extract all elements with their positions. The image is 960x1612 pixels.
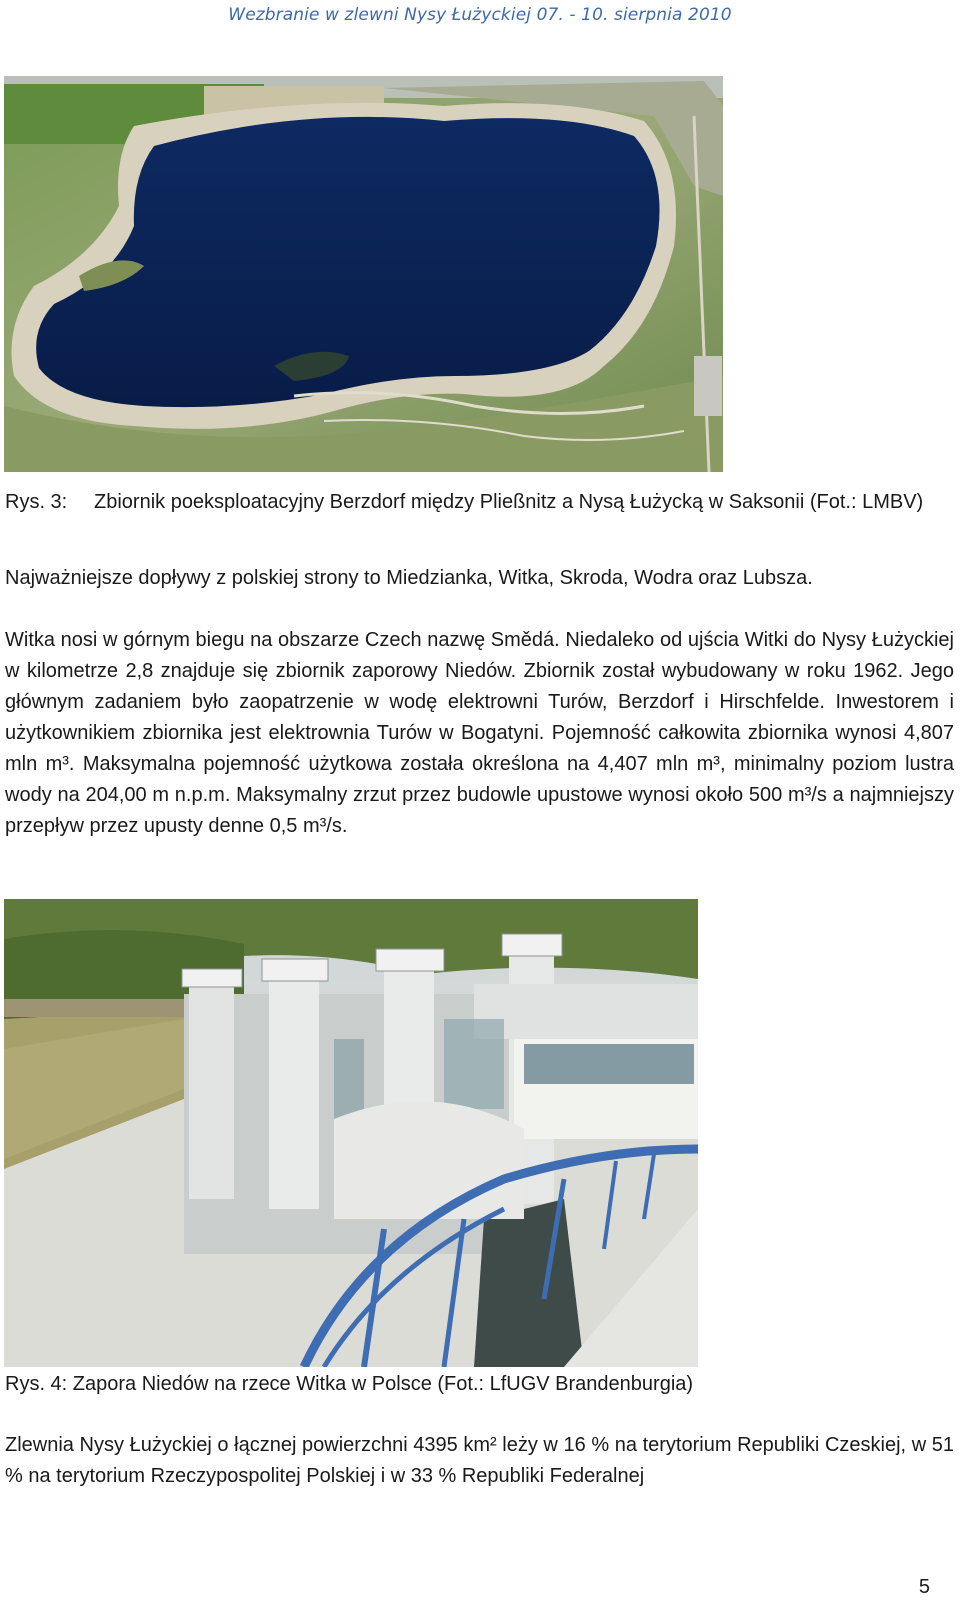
paragraph-tributaries: Najważniejsze dopływy z polskiej strony to Miedzianka, Witka, Skroda, Wodra oraz Lubsza.: [5, 567, 813, 589]
aerial-lake-photo: [4, 76, 723, 472]
figure-3-label: Rys. 3:: [5, 491, 68, 513]
page-number: 5: [918, 1576, 930, 1598]
figure-4-caption: Rys. 4: Zapora Niedów na rzece Witka w Polsce (Fot.: LfUGV Brandenburgia): [5, 1373, 694, 1395]
figure-3-caption-text: Zbiornik poeksploatacyjny Berzdorf między Pließnitz a Nysą Łużycką w Saksonii (Fot.: LMBV): [94, 491, 924, 513]
dam-photo: [4, 899, 698, 1367]
paragraph-witka-reservoir: Witka nosi w górnym biegu na obszarze Czech nazwę Smědá. Niedaleko od ujścia Witki do Nysy Łużyckiej w kilometrze 2,8 znajduje się zbiornik zaporowy Niedów. Zbiornik został wybudowany w roku 1962. Jego głównym zadaniem było zaopatrzenie w wodę elektrowni Turów, Berzdorf i Hirschfelde. Inwestorem i użytkownikiem zbiornika jest elektrownia Turów w Bogatyni. Pojemność całkowita zbiornika wynosi 4,807 mln m³. Maksymalna pojemność użytkowa została określona na 4,407 mln m³, minimalny poziom lustra wody na 204,00 m n.p.m. Maksymalny zrzut przez budowle upustowe wynosi około 500 m³/s a najmniejszy przepływ przez upusty denne 0,5 m³/s.: [5, 629, 954, 837]
page-header-title: Wezbranie w zlewni Nysy Łużyckiej 07. - 10. sierpnia 2010: [228, 5, 732, 25]
paragraph-catchment-area: Zlewnia Nysy Łużyckiej o łącznej powierzchni 4395 km² leży w 16 % na terytorium Republiki Czeskiej, w 51 % na terytorium Rzeczypospolitej Polskiej i w 33 % Republiki Federalnej: [5, 1434, 954, 1487]
